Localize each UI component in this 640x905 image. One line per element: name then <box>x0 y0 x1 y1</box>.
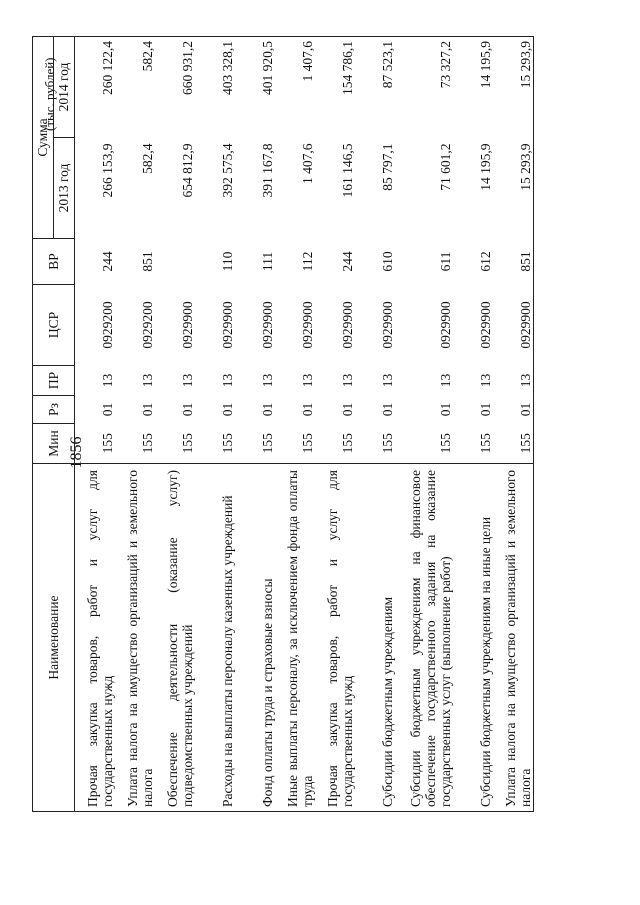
cell-rz: 01 <box>340 402 355 417</box>
cell-vr: 111 <box>260 251 275 272</box>
cell-rz: 01 <box>100 402 115 417</box>
cell-pr: 13 <box>180 373 195 388</box>
cell-min: 155 <box>493 424 534 464</box>
cell-vr: 610 <box>380 251 395 272</box>
cell-csr: 0929200 <box>140 301 155 349</box>
cell-rz: 01 <box>478 402 493 417</box>
cell-pr: 13 <box>493 366 534 396</box>
cell-sum-2013: 1 407,6 <box>300 143 315 184</box>
cell-name: Уплата налога на имущество организаций и земельного налога <box>493 464 534 812</box>
cell-min: 155 <box>453 424 493 464</box>
cell-vr: 244 <box>340 251 355 272</box>
col-header-sum: Сумма <box>33 36 54 238</box>
table-row <box>235 36 275 811</box>
table-row <box>315 36 355 811</box>
cell-name: Фонд оплаты труда и страховые взносы <box>235 464 275 812</box>
cell-vr: 244 <box>100 251 115 272</box>
table-body <box>75 36 534 811</box>
cell-name: Субсидии бюджетным учреждениям на иные цели <box>453 464 493 812</box>
cell-rz: 01 <box>180 402 195 417</box>
cell-rz: 01 <box>300 402 315 417</box>
cell-sum-2014: 260 122,4 <box>75 36 116 137</box>
cell-pr: 13 <box>300 373 315 388</box>
cell-sum-2013: 15 293,9 <box>493 138 534 239</box>
cell-vr: 112 <box>300 251 315 272</box>
cell-name: Обеспечение деятельности (оказание услуг) подведомственных учреждений <box>155 464 195 812</box>
cell-vr: 851 <box>493 239 534 285</box>
cell-min: 155 <box>315 424 355 464</box>
col-header-2014: 2014 год <box>54 36 75 137</box>
col-header-2013: 2013 год <box>54 138 75 239</box>
cell-csr: 0929200 <box>100 301 115 349</box>
cell-min: 155 <box>235 424 275 464</box>
cell-sum-2013: 85 797,1 <box>380 143 395 191</box>
cell-name: Расходы на выплаты персоналу казенных учреждений <box>195 464 235 812</box>
cell-csr: 0929900 <box>438 301 453 349</box>
cell-min: 155 <box>195 424 235 464</box>
cell-rz: 01 <box>140 402 155 417</box>
header-row <box>33 36 54 811</box>
cell-rz: 01 <box>380 402 395 417</box>
cell-sum-2014: 154 786,1 <box>315 36 355 137</box>
table-row <box>195 36 235 811</box>
cell-rz: 01 <box>260 402 275 417</box>
cell-name: Субсидии бюджетным учреждениям <box>355 464 395 812</box>
cell-pr: 13 <box>340 373 355 388</box>
cell-csr: 0929900 <box>300 301 315 349</box>
cell-rz: 01 <box>220 402 235 417</box>
cell-min: 155 <box>115 424 155 464</box>
cell-min: 155 <box>155 424 195 464</box>
cell-csr: 0929900 <box>180 301 195 349</box>
col-header-name: Наименование <box>33 464 75 812</box>
cell-csr: 0929900 <box>478 301 493 349</box>
cell-csr: 0929900 <box>380 301 395 349</box>
cell-rz: 01 <box>438 402 453 417</box>
cell-min: 155 <box>355 424 395 464</box>
col-header-pr: ПР <box>33 366 75 396</box>
table-row <box>355 36 395 811</box>
cell-sum-2013: 14 195,9 <box>478 143 493 191</box>
cell-sum-2013: 392 575,4 <box>220 143 235 198</box>
table-row <box>155 36 195 811</box>
table-row <box>275 36 315 811</box>
budget-table <box>32 36 534 812</box>
cell-min: 155 <box>75 424 116 464</box>
cell-vr: 851 <box>140 251 155 272</box>
cell-sum-2014: 15 293,9 <box>493 36 534 137</box>
cell-pr: 13 <box>380 373 395 388</box>
page-number: 1856 <box>68 436 85 469</box>
cell-vr <box>155 239 195 285</box>
cell-sum-2014: 14 195,9 <box>453 36 493 137</box>
cell-name: Иные выплаты персоналу, за исключением фонда оплаты труда <box>275 464 315 812</box>
table-row <box>493 36 534 811</box>
cell-sum-2013: 71 601,2 <box>438 143 453 191</box>
cell-sum-2013: 654 812,9 <box>180 143 195 198</box>
cell-name: Прочая закупка товаров, работ и услуг для государственных нужд <box>315 464 355 812</box>
cell-rz: 01 <box>493 396 534 424</box>
cell-sum-2013: 266 153,9 <box>100 143 115 198</box>
cell-pr: 13 <box>140 373 155 388</box>
cell-name: Уплата налога на имущество организаций и земельного налога <box>115 464 155 812</box>
table-row <box>75 36 116 811</box>
table-row <box>395 36 453 811</box>
cell-sum-2014: 403 328,1 <box>195 36 235 137</box>
cell-pr: 13 <box>220 373 235 388</box>
cell-pr: 13 <box>478 373 493 388</box>
cell-csr: 0929900 <box>260 301 275 349</box>
cell-pr: 13 <box>438 373 453 388</box>
col-header-min: Мин <box>33 424 75 464</box>
cell-csr: 0929900 <box>220 301 235 349</box>
col-header-csr: ЦСР <box>33 285 75 366</box>
cell-csr: 0929900 <box>493 285 534 366</box>
cell-vr: 611 <box>438 251 453 272</box>
table-row <box>453 36 493 811</box>
unit-note: (тыс. рублей) <box>42 57 57 131</box>
cell-vr: 110 <box>220 251 235 272</box>
cell-pr: 13 <box>100 373 115 388</box>
cell-min: 155 <box>395 424 453 464</box>
cell-sum-2014: 73 327,2 <box>395 36 453 137</box>
cell-name: Субсидии бюджетным учреждениям на финансовое обеспечение государственного задания на оказание государственных услуг (выполнение работ) <box>395 464 453 812</box>
cell-sum-2014: 582,4 <box>115 36 155 137</box>
cell-name: Прочая закупка товаров, работ и услуг для государственных нужд <box>75 464 116 812</box>
cell-sum-2013: 161 146,5 <box>340 143 355 198</box>
cell-csr: 0929900 <box>340 301 355 349</box>
table-row <box>115 36 155 811</box>
cell-sum-2013: 582,4 <box>140 143 155 174</box>
col-header-vr: ВР <box>33 239 75 285</box>
cell-sum-2014: 87 523,1 <box>355 36 395 137</box>
cell-sum-2014: 1 407,6 <box>275 36 315 137</box>
cell-min: 155 <box>275 424 315 464</box>
cell-pr: 13 <box>260 373 275 388</box>
col-header-rz: Рз <box>33 396 75 424</box>
cell-sum-2013: 391 167,8 <box>260 143 275 198</box>
cell-sum-2014: 401 920,5 <box>235 36 275 137</box>
cell-sum-2014: 660 931,2 <box>155 36 195 137</box>
cell-vr: 612 <box>478 251 493 272</box>
